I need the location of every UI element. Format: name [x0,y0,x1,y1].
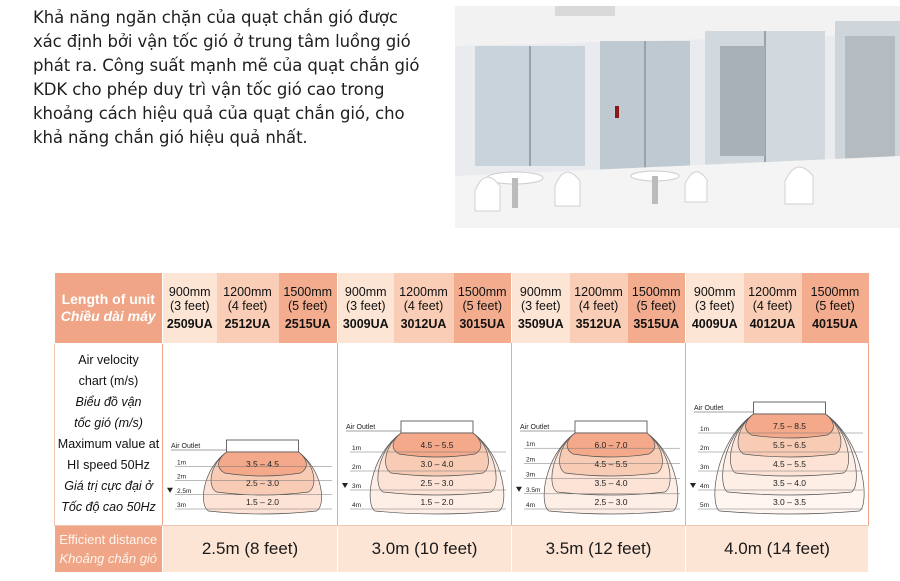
effective-distance-arrow-icon [690,483,696,488]
velocity-band-label: 7.5 – 8.5 [772,421,807,431]
velocity-band-label: 3.0 – 4.0 [420,459,454,469]
efficient-row [55,526,869,572]
distance-value: 4.0m (14 feet) [686,526,869,572]
model-cell: 1500mm (5 feet) 3015UA [454,273,512,343]
efficient-distance-label: Efficient distance Khoảng chắn gió [55,526,163,572]
distance-mark-label: 1m [177,459,187,467]
effective-distance-arrow-icon [167,488,173,493]
model-cell: 1200mm (4 feet) 3512UA [570,273,628,343]
velocity-chart-3000 [338,343,512,526]
spec-table [54,273,868,577]
header-row [55,273,869,343]
distance-mark-label: 3m [526,471,536,479]
intro-paragraph: Khả năng ngăn chặn của quạt chắn gió được xác định bởi vận tốc gió ở trung tâm luồng gió phát ra. Công suất mạnh mẽ của quạt chắn gió KDK cho phép duy trì vận tốc gió cao trong khoảng cách hiệu quả của quạt chắn gió, cho khả năng chắn gió hiệu quả nhất. [33,8,420,147]
model-cell: 1200mm (4 feet) 4012UA [744,273,802,343]
velocity-chart-3500 [512,343,686,526]
distance-value: 3.5m (12 feet) [512,526,686,572]
velocity-band-label: 1.5 – 2.0 [420,497,454,507]
distance-mark-label: 1m [700,426,710,433]
air-outlet-box [754,402,826,414]
distance-value: 2.5m (8 feet) [163,526,338,572]
model-cell: 1500mm (5 feet) 4015UA [802,273,869,343]
distance-mark-label: 2m [177,473,187,481]
model-cell: 900mm (3 feet) 4009UA [686,273,744,343]
model-cell: 1200mm (4 feet) 3012UA [394,273,454,343]
model-cell: 900mm (3 feet) 3009UA [338,273,394,343]
velocity-band-label: 5.5 – 6.5 [772,440,807,450]
velocity-band-label: 6.0 – 7.0 [594,440,628,450]
velocity-chart-2500 [163,343,338,526]
length-of-unit-label [55,273,163,343]
distance-value: 3.0m (10 feet) [338,526,512,572]
cafe-photo [455,6,900,228]
air-outlet-label: Air Outlet [694,405,724,412]
distance-mark-label: 4m [526,502,536,509]
distance-mark-label: 4m [700,483,710,490]
velocity-band-label: 2.5 – 3.0 [594,497,628,507]
velocity-band-label: 3.5 – 4.5 [245,459,280,469]
distance-mark-label: 3m [700,464,710,471]
air-outlet-box [575,421,647,433]
distance-mark-label: 3m [177,502,187,509]
distance-mark-label: 2m [352,464,362,471]
model-cell: 900mm (3 feet) 3509UA [512,273,570,343]
model-cell: 1500mm (5 feet) 3515UA [628,273,686,343]
air-outlet-label: Air Outlet [520,424,550,431]
velocity-band-label: 4.5 – 5.5 [594,459,628,469]
velocity-band-label: 3.0 – 3.5 [772,497,807,507]
velocity-band-label: 4.5 – 5.5 [420,440,454,450]
distance-mark-label: 3m [352,483,362,490]
velocity-band-label: 2.5 – 3.0 [245,478,280,488]
air-outlet-label: Air Outlet [171,443,201,450]
distance-mark-label: 5m [700,502,710,509]
distance-mark-label: 1m [526,441,536,449]
velocity-band-label: 3.5 – 4.0 [594,478,628,488]
distance-mark-label: 3.5m [526,486,541,494]
velocity-band-label: 4.5 – 5.5 [772,459,807,469]
model-cell: 900mm (3 feet) 2509UA [163,273,217,343]
model-cell: 1200mm (4 feet) 2512UA [217,273,279,343]
velocity-band-label: 3.5 – 4.0 [772,478,807,488]
air-outlet-box [227,440,299,452]
air-outlet-label: Air Outlet [346,424,376,431]
velocity-band-label: 2.5 – 3.0 [420,478,454,488]
model-cell: 1500mm (5 feet) 2515UA [279,273,338,343]
distance-mark-label: 2m [526,456,536,464]
velocity-chart-4000 [686,343,869,526]
distance-mark-label: 2.5m [177,487,192,495]
distance-mark-label: 4m [352,502,362,509]
effective-distance-arrow-icon [516,487,522,492]
velocity-band-label: 1.5 – 2.0 [245,497,280,507]
length-label-vi: Chiều dài máy [60,307,156,324]
length-label-en: Length of unit [61,290,155,307]
air-velocity-label: Air velocity chart (m/s) Biểu đồ vận tốc gió (m/s) Maximum value at HI speed 50Hz Giá trị cực đại ở Tốc độ cao 50Hz [55,343,163,526]
effective-distance-arrow-icon [342,483,348,488]
distance-mark-label: 2m [700,445,710,452]
distance-mark-label: 1m [352,445,362,452]
air-outlet-box [401,421,473,433]
chart-row [55,343,869,526]
